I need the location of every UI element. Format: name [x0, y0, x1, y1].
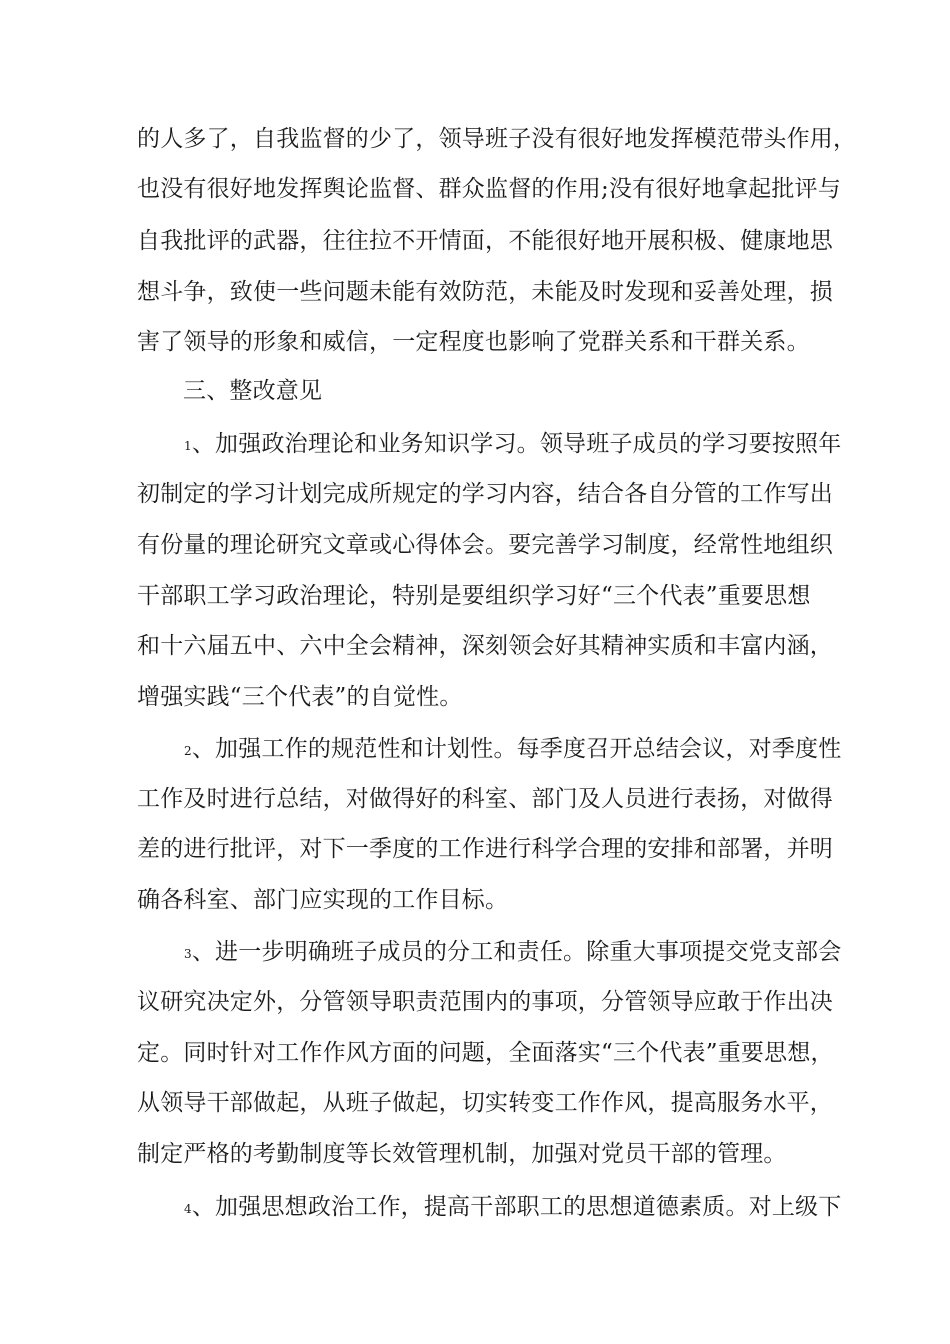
item-number: 3: [184, 947, 192, 961]
item-text: 、加强思想政治工作，提高干部职工的思想道德素质。对上级下: [191, 1194, 842, 1220]
paragraph-line: 从领导干部做起，从班子做起，切实转变工作作风，提高服务水平，: [137, 1090, 833, 1116]
item-text: 、加强工作的规范性和计划性。每季度召开总结会议，对季度性: [191, 736, 842, 762]
paragraph-line: 的人多了，自我监督的少了，领导班子没有很好地发挥模范带头作用，: [137, 126, 857, 152]
paragraph-line: 议研究决定外，分管领导职责范围内的事项，分管领导应敢于作出决: [137, 989, 833, 1015]
paragraph-line: 害了领导的形象和威信，一定程度也影响了党群关系和干群关系。: [137, 329, 810, 355]
paragraph-line: 差的进行批评，对下一季度的工作进行科学合理的安排和部署，并明: [137, 836, 833, 862]
paragraph-line: 自我批评的武器，往往拉不开情面，不能很好地开展积极、健康地思: [137, 228, 833, 254]
item-2-first-line: [184, 732, 864, 766]
paragraph-line: 干部职工学习政治理论，特别是要组织学习好“三个代表”重要思想: [137, 583, 811, 609]
paragraph-line: 也没有很好地发挥舆论监督、群众监督的作用;没有很好地拿起批评与: [137, 176, 841, 202]
section-heading: 三、整改意见: [183, 378, 323, 404]
paragraph-line: 有份量的理论研究文章或心得体会。要完善学习制度，经常性地组织: [137, 532, 833, 558]
paragraph-line: 想斗争，致使一些问题未能有效防范，未能及时发现和妥善处理，损: [137, 279, 833, 305]
item-number: 1: [184, 439, 192, 453]
item-number: 2: [184, 744, 192, 758]
paragraph-line: 工作及时进行总结，对做得好的科室、部门及人员进行表扬，对做得: [137, 786, 833, 812]
item-1-first-line: [184, 427, 864, 461]
item-text: 、进一步明确班子成员的分工和责任。除重大事项提交党支部会: [191, 939, 842, 965]
paragraph-line: 制定严格的考勤制度等长效管理机制，加强对党员干部的管理。: [137, 1141, 787, 1167]
item-4-first-line: [184, 1190, 864, 1224]
item-number: 4: [184, 1202, 192, 1216]
paragraph-line: 定。同时针对工作作风方面的问题，全面落实“三个代表”重要思想，: [137, 1040, 834, 1066]
paragraph-line: 增强实践“三个代表”的自觉性。: [137, 684, 463, 710]
paragraph-line: 和十六届五中、六中全会精神，深刻领会好其精神实质和丰富内涵，: [137, 633, 833, 659]
paragraph-line: 确各科室、部门应实现的工作目标。: [137, 887, 509, 913]
item-text: 、加强政治理论和业务知识学习。领导班子成员的学习要按照年: [191, 431, 842, 457]
paragraph-line: 初制定的学习计划完成所规定的学习内容，结合各自分管的工作写出: [137, 481, 833, 507]
item-3-first-line: [184, 935, 864, 969]
